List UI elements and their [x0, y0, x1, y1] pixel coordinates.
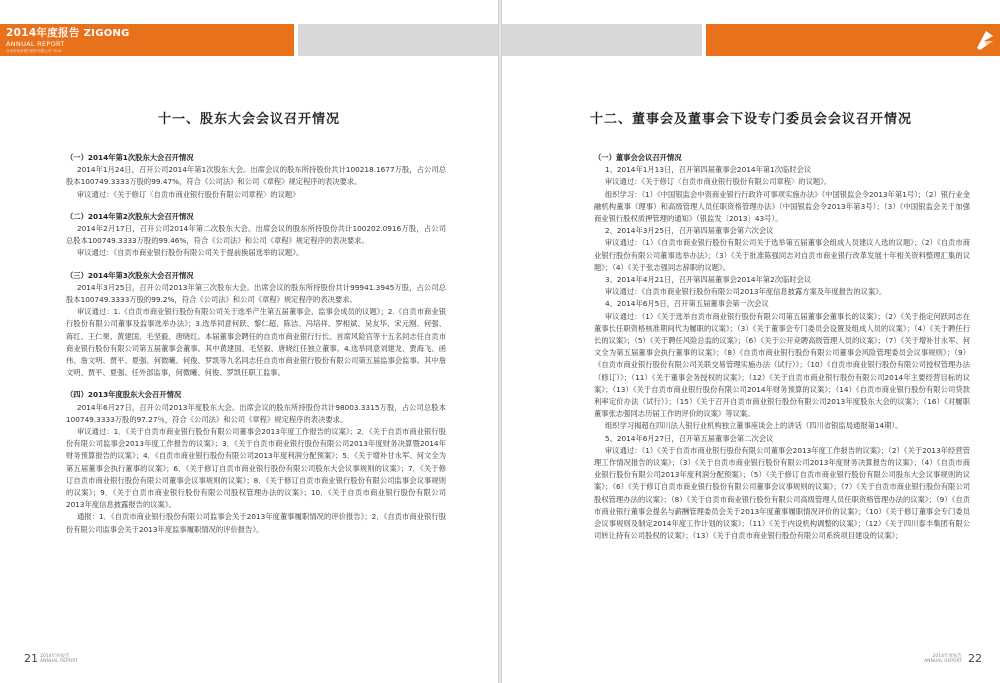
section-gap [66, 260, 446, 270]
paragraph: 2、2014年3月25日，召开第四届董事会第六次会议 [604, 226, 774, 236]
section-gap [66, 379, 446, 389]
paragraph: 审议通过：1.《自贡市商业银行股份有限公司关于选举产生第五届董事会、监事会成员的议题》；2.《自贡市商业银行股份有限公司董事及监事选举办法》；3.选举同意何跃、黎仁超、陈洁、冯培祥、罗相斌、吴友华、宋元刚、何强、蒋红、王仁果、黄建国、毛坚毅、唐晓红。本届董事会聘任的自贡市商业银行行长、首席风险官等十五名同志任自贡市商业银行股份有限公司第五届董事会董事。其中黄建国、毛坚毅、唐晓红任独立董事。4.选举同意刘建龙、贾海飞、函伟、詹文明、贾平、夏强、何微曦、何俊、罗凯等九名同志任自贡市商业银行股份有限公司第五届监事会监事。其中詹文明、贾平、夏强、任外部监事，何微曦、何俊、罗凯任职工监事。 [66, 307, 446, 378]
page-title: 十二、董事会及董事会下设专门委员会会议召开情况 [589, 112, 912, 127]
annual-report-label: ANNUAL REPORT [6, 40, 65, 48]
paragraph: 2014年2月17日，召开公司2014年第二次股东大会。出席会议的股东所持股份共计100202.0916万股，占公司总股本100749.3333万股的99.46%，符合《公司法》和公司《章程》规定程序的表决要求。 [66, 224, 446, 246]
left-page [0, 0, 498, 683]
paragraph: 5、2014年6月27日，召开第五届董事会第二次会议 [604, 433, 774, 443]
right-content [594, 152, 970, 543]
footer-label [40, 654, 78, 664]
section-heading: （四）2013年度股东大会召开情况 [66, 390, 182, 400]
section-gap [66, 201, 446, 211]
footer-small-text: 2014年度报告 [932, 654, 962, 659]
report-brand [6, 28, 130, 53]
paragraph: 2014年6月27日，召开公司2013年度股东大会。出席会议的股东所持股份共计98003.3315万股，占公司总股本100749.3333万股的97.27％，符合《公司法》和公司《章程》规定程序的表决要求。 [66, 402, 446, 424]
paragraph: 2014年1月24日，召开公司2014年第1次股东大会。出席会议的股东所持股份共计100218.1677万股，占公司总股本100749.3333万股的99.47%，符合《公司法》和公司《章程》规定程序的表决要求。 [66, 165, 446, 187]
page-number: 21 [24, 652, 38, 665]
paragraph: 审议通过：（1）《关于自贡市商业银行股份有限公司董事会2013年度工作报告的议案》；（2）《关于2013年经营管理工作情况报告的议案》；（3）《关于自贡市商业银行股份有限公司2013年度财务决算报告的议案》；（4）《自贡市商业银行股份有限公司2013年度利润分配预案》；（5）《关于修订自贡市商业银行股份有限公司股东大会议事规则的议案》；（6）《关于修订自贡市商业银行股份有限公司董事会议事规则的议案》；（7）《关于自贡市商业银行股份有限公司股权管理办法的议案》；（8）《关于自贡市商业银行股份有限公司高级管理人员任职资格管理办法的议案》；（9）《自贡市商业银行董事会提名与薪酬管理委员会关于2013年度董事履职情况评价的议案》；（10）《关于修订董事会专门委员会议事规则及制定2014年度工作计划的议案》；（11）《关于内设机构调整的议案》；（12）《关于四川泰丰集团有限公司转让持有公司股权的议案》；（13）《关于自贡市商业银行股份有限公司系统项目建设的议案》； [594, 445, 970, 541]
header-bar-orange [706, 24, 1000, 56]
footer-small-text: 2014年度报告 [40, 654, 70, 659]
paragraph: 1、2014年1月13日，召开第四届董事会2014年第1次临时会议 [604, 165, 812, 175]
footer-annual-report: ANNUAL REPORT [40, 659, 78, 664]
page-title: 十一、股东大会会议召开情况 [157, 112, 340, 127]
year-title: 2014年度报告 [6, 27, 80, 39]
bank-logo-icon [974, 28, 996, 52]
paragraph: 3、2014年4月21日，召开第四届董事会2014年第2次临时会议 [604, 275, 812, 285]
paragraph: 审议通过：《自贡市商业银行股份有限公司2013年度信息披露方案及年度报告的议案》。 [604, 287, 887, 297]
section-heading: （二）2014年第2次股东大会召开情况 [66, 211, 194, 221]
paragraph: 审议通过：1．《关于自贡市商业银行股份有限公司董事会2013年度工作报告的议案》；2．《关于自贡市商业银行股份有限公司监事会2013年度工作报告的议案》；3．《关于自贡市商业银行股份有限公司2013年度财务决算暨2014年财务预算报告的议案》；4．《自贡市商业银行股份有限公司2013年度利润分配预案》；5．《关于增补甘永军、何文全为第五届董事会执行董事的议案》；6．《关于修订自贡市商业银行股份有限公司股东大会议事规则的议案》；7．《关于修订自贡市商业银行股份有限公司董事会议事规则的议案》；8．《关于修订自贡市商业银行股份有限公司监事会议事规则的议案》；9．《关于自贡市商业银行股份有限公司股权管理办法的议案》；10．《关于自贡市商业银行股份有限公司2013年度信息披露报告的议案》。 [66, 427, 446, 510]
paragraph: 组织学习揭超在四川法人银行业机构独立董事座谈会上的讲话（四川省银监局通报第14期）。 [604, 421, 903, 431]
paragraph: 组织学习：（1）《中国银监会中资商业银行行政许可事项实施办法》（中国银监会令2013年第1号）；（2）银行业金融机构董事（理事）和高级管理人员任职资格管理办法》（中国银监会令2013年第3号）；（3）《中国银监会关于加强商业银行股权质押管理的通知》（银监发〔2013〕43号）。 [594, 189, 970, 224]
paragraph: 通报：1．《自贡市商业银行股份有限公司监事会关于2013年度董事履职情况的评价报告》；2．《自贡市商业银行股份有限公司监事会关于2013年度监事履职情况的评价报告》。 [66, 512, 446, 534]
section-heading: （一）2014年第1次股东大会召开情况 [66, 153, 194, 162]
page-number: 22 [968, 652, 982, 665]
paragraph: 2014年3月25日，召开公司2013年第三次股东大会。出席会议的股东所持股份共计99941.3945万股，占公司总股本100749.3333万股的99.2%，符合《公司法》和公司《章程》规定程序的表决要求。 [66, 282, 446, 305]
paragraph: 审议通过：《关于修订〈自贡市商业银行股份有限公司章程〉的议题》。 [604, 177, 832, 187]
paragraph: 审议通过：《自贡市商业银行股份有限公司关于提前换届选举的议题》。 [76, 248, 304, 258]
paragraph: 审议通过：《关于修订〈自贡市商业银行股份有限公司章程〉的议题》 [76, 189, 300, 199]
left-content [66, 152, 446, 536]
footer-label [912, 654, 962, 664]
section-heading: （三）2014年第3次股东大会召开情况 [66, 270, 194, 280]
paragraph: 审议通过：（1）《关于选举自贡市商业银行股份有限公司第五届董事会董事长的议案》；（2）《关于指定何跃同志在董事长任职资格核准期间代为履职的议案》；（3）《关于董事会专门委员会设置及组成人员的议案》；（4）《关于聘任行长的议案》；（5）《关于聘任风险总监的议案》；（6）《关于公开竞聘高级管理人员的议案》；（7）《关于增补甘永军、何文全为第五届董事会执行董事的议案》；（8）《自贡市商业银行股份有限公司董事会风险管理委员会议事规则》；（9）《自贡市商业银行股份有限公司关联交易管理实施办法（试行）》；（10）《自贡市商业银行股份有限公司授权管理办法（修订）》；（11）《关于董事会务授权的议案》；（12）《关于自贡市商业银行股份有限公司2014年主要经营目标的议案》；（13）《关于自贡市商业银行股份有限公司2014年财务预算的议案》；（14）《自贡市商业银行股份有限公司贷款利率定价办法（试行）》；（15）《关于召开自贡市商业银行股份有限公司2013年度股东大会的议案》；（16）《对履职董事张志强同志历届工作的评价的议案》等议案。 [594, 311, 970, 419]
section-heading: （一）董事会会议召开情况 [594, 153, 682, 162]
paragraph: 4、2014年6月5日，召开第五届董事会第一次会议 [604, 299, 769, 309]
right-page [502, 0, 1000, 683]
footer-annual-report: ANNUAL REPORT [924, 659, 962, 664]
header-bar-gray [298, 24, 498, 56]
brand-name: ZIGONG [83, 28, 130, 39]
paragraph: 审议通过：（1）《自贡市商业银行股份有限公司关于选举第五届董事会组成人员建议人选的议题》；（2）《自贡市商业银行股份有限公司董事选举办法》；（3）《关于批准陈强同志对自贡市商业银行改革发展十年相关资料整理汇集的议题》；（4）《关于张志强同志辞职的议题》。 [594, 238, 970, 272]
header-bar-gray [502, 24, 702, 56]
brand-small-text: 自贡市商业银行股份有限公司 2014 [6, 48, 62, 53]
